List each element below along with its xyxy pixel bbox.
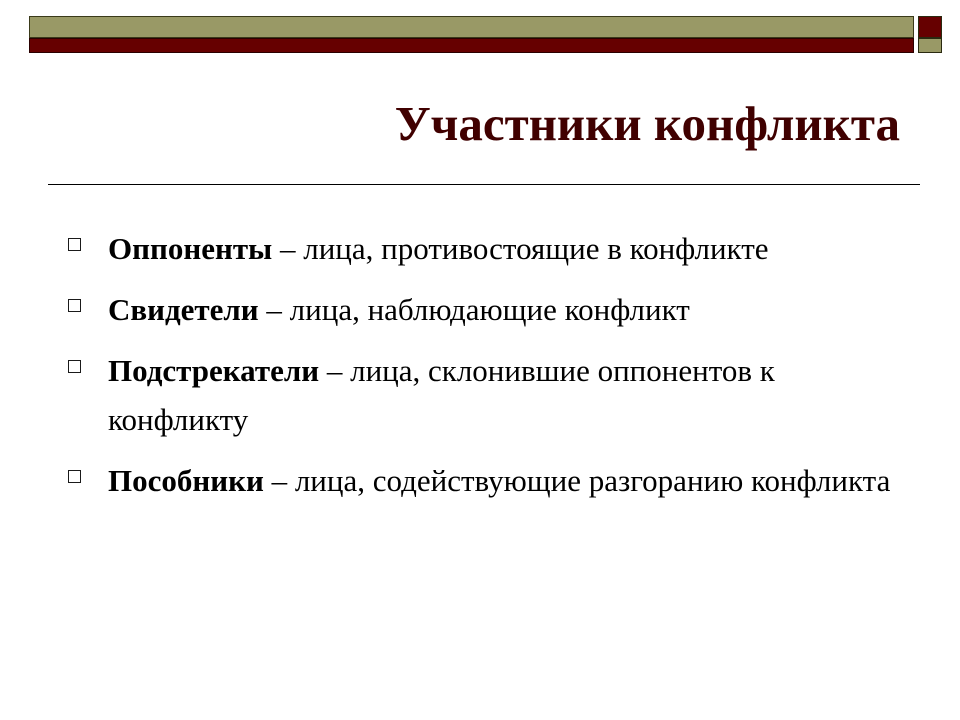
bullet-text	[108, 456, 920, 505]
bullet-description: – лица, противостоящие в конфликте	[272, 231, 769, 266]
decor-bar-olive	[29, 16, 914, 38]
bullet-item	[60, 285, 920, 334]
bullet-list	[60, 224, 920, 517]
bullet-item	[60, 346, 920, 444]
bullet-description: – лица, содействующие разгоранию конфликта	[263, 463, 891, 498]
square-bullet-icon	[68, 299, 81, 312]
title-divider	[48, 184, 920, 185]
square-bullet-icon	[68, 470, 81, 483]
bullet-description: – лица, наблюдающие конфликт	[258, 292, 690, 327]
bullet-text	[108, 346, 920, 444]
bullet-item	[60, 224, 920, 273]
bullet-item	[60, 456, 920, 505]
bullet-description: – лица, склонившие оппонентов к конфликту	[108, 353, 775, 437]
bullet-term: Свидетели	[108, 292, 259, 327]
square-bullet-icon	[68, 238, 81, 251]
slide-title: Участники конфликта	[394, 96, 900, 151]
bullet-term: Оппоненты	[108, 231, 273, 266]
decor-bar-dark-red	[29, 38, 914, 53]
bullet-term: Подстрекатели	[108, 353, 320, 388]
bullet-text	[108, 224, 920, 273]
decor-square-olive	[918, 38, 942, 53]
decor-square-dark-red	[918, 16, 942, 38]
bullet-text	[108, 285, 920, 334]
bullet-term: Пособники	[108, 463, 264, 498]
square-bullet-icon	[68, 360, 81, 373]
